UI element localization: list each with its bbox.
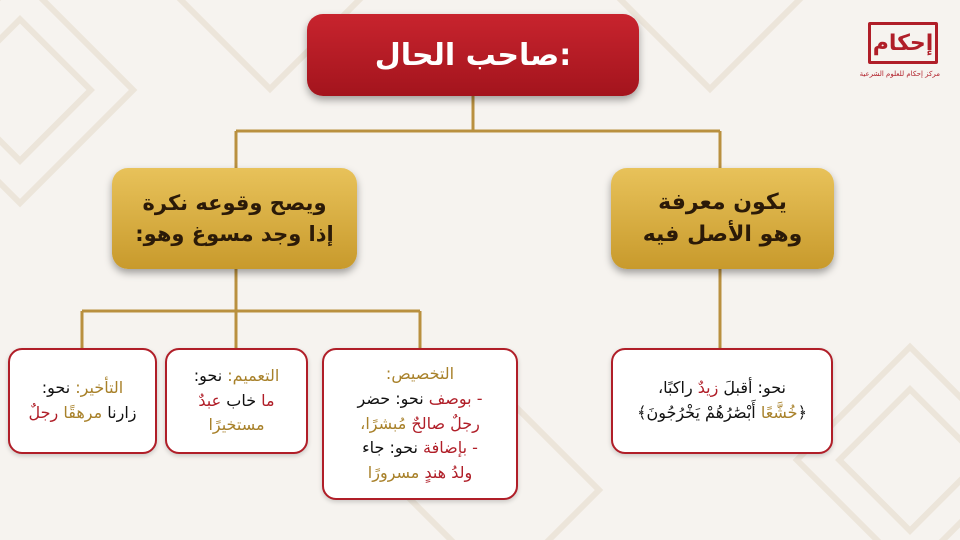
takhsis-text: نحو: جاء — [362, 438, 424, 458]
title-box — [307, 14, 639, 96]
tamim-text: نحو: — [193, 365, 228, 385]
logo-subtitle: مركز إحكام للعلوم الشرعية — [859, 70, 940, 78]
takhir-text: نحو: — [41, 378, 76, 398]
tamim-hal: مستخيرًا — [208, 415, 265, 435]
branch-indefinite-line2: إذا وجد مسوغ وهو: — [135, 221, 334, 246]
tamim-line-1 — [194, 364, 280, 389]
takhir-line-2 — [29, 401, 137, 426]
branch-definite-line1: يكون معرفة — [658, 189, 787, 215]
takhsis-line-3 — [362, 436, 478, 461]
card-takhir — [8, 348, 157, 454]
quran-bracket-close: ﴾ — [637, 403, 647, 422]
takhsis-line-2 — [360, 412, 480, 437]
example-text: نحو: أقبلَ — [718, 378, 786, 398]
takhir-noun: رجلٌ — [28, 403, 64, 422]
tamim-noun: عبدٌ — [198, 390, 222, 410]
takhsis-hal: مُبشرًا، — [360, 413, 412, 433]
takhsis-line-1 — [358, 387, 483, 412]
ihkam-logo — [859, 18, 940, 90]
logo-name: إحكام — [872, 30, 934, 56]
branch-indefinite — [112, 168, 357, 269]
card-definite-example — [611, 348, 833, 454]
takhsis-heading: التخصيص: — [385, 364, 455, 383]
branch-indefinite-line1: ويصح وقوعه نكرة — [142, 191, 327, 216]
example-text: راكبًا، — [658, 378, 698, 398]
tamim-negation: ما — [261, 390, 275, 410]
takhsis-by-annexation: - بإضافة — [423, 438, 478, 458]
branch-definite-line2: وهو الأصل فيه — [642, 221, 803, 247]
branch-definite — [611, 168, 834, 269]
example-line-1 — [658, 376, 786, 401]
takhsis-noun: رجلٌ صالحٌ — [411, 413, 480, 433]
example-verse: أَبْصَٰرُهُمْ يَخْرُجُونَ — [646, 403, 761, 422]
tamim-text: خاب — [221, 390, 262, 410]
takhir-text: زارنا — [102, 403, 137, 422]
tamim-line-2 — [198, 389, 274, 414]
logo-mark — [868, 22, 938, 64]
takhir-line-1 — [42, 376, 124, 401]
diagram-title: صاحب الحال: — [374, 37, 572, 73]
takhir-hal: مرهقًا — [63, 403, 103, 422]
takhsis-by-description: - بوصف — [428, 388, 483, 408]
example-subject: زيدٌ — [697, 378, 719, 398]
takhir-heading: التأخير: — [75, 378, 124, 398]
card-tamim — [165, 348, 308, 454]
takhsis-line-4 — [368, 461, 472, 486]
takhsis-text: نحو: حضر — [357, 388, 429, 408]
card-takhsis — [322, 348, 518, 500]
takhsis-noun: ولدُ هندٍ — [424, 463, 473, 483]
quran-bracket-open: ﴿ — [797, 403, 807, 422]
example-line-2 — [637, 401, 807, 426]
example-hal: خُشَّعًا — [760, 403, 798, 422]
tamim-heading: التعميم: — [227, 365, 280, 385]
takhsis-hal: مسرورًا — [367, 463, 425, 483]
